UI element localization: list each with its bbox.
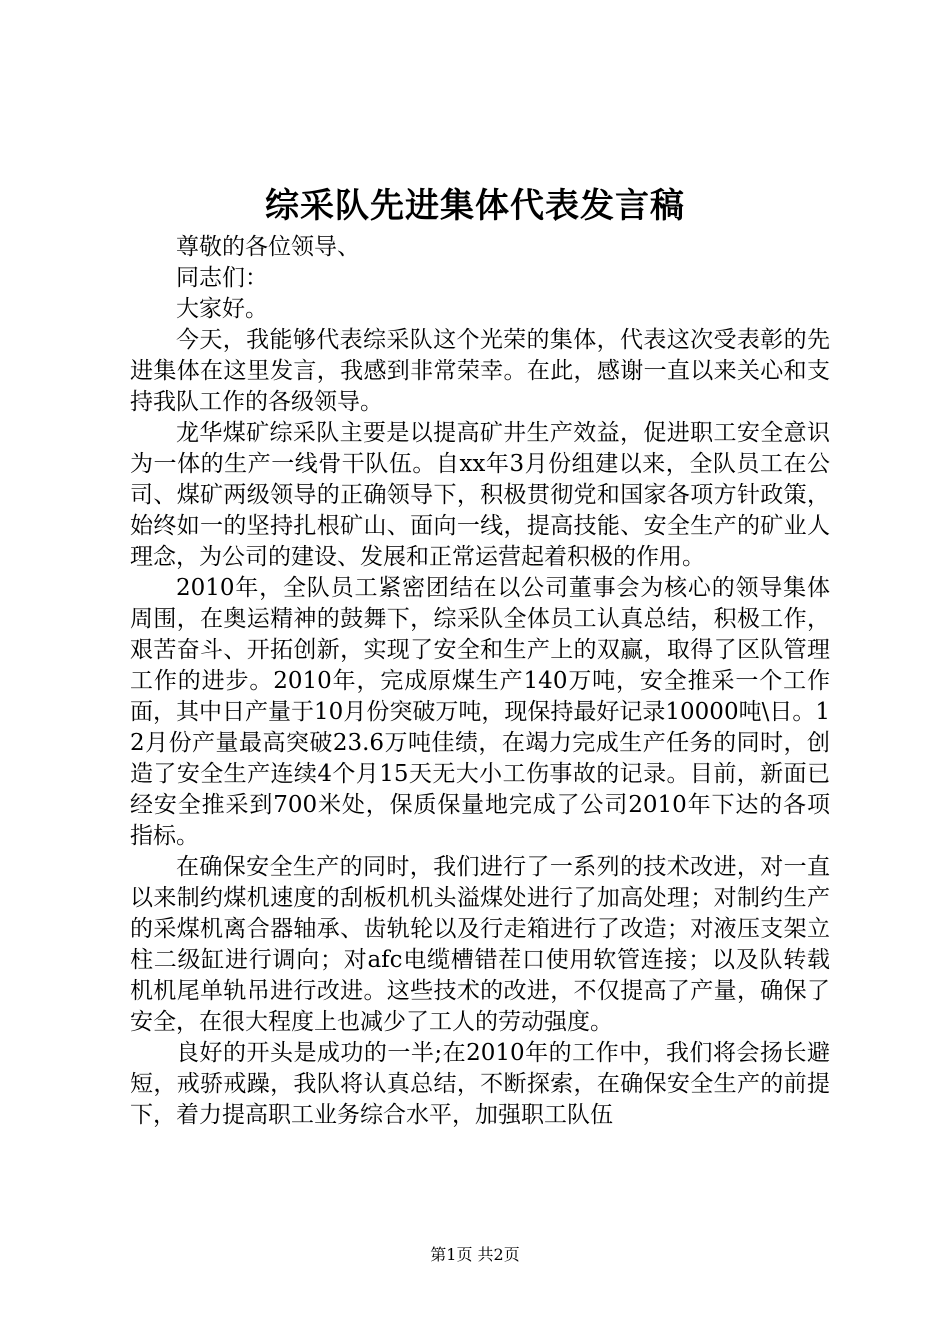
page-number-footer: 第1页 共2页 xyxy=(430,1245,520,1264)
body-paragraph: 良好的开头是成功的一半;在2010年的工作中，我们将会扬长避短，戒骄戒躁，我队将认真总结，不断探索，在确保安全生产的前提下，着力提高职工业务综合水平，加强职工队伍 xyxy=(130,1040,830,1128)
salutation-line-2: 同志们： xyxy=(176,265,268,291)
body-paragraph: 今天，我能够代表综采队这个光荣的集体，代表这次受表彰的先进集体在这里发言，我感到非常荣幸。在此，感谢一直以来关心和支持我队工作的各级领导。 xyxy=(130,327,830,415)
document-body xyxy=(130,232,830,1131)
body-paragraph: 2010年，全队员工紧密团结在以公司董事会为核心的领导集体周围，在奥运精神的鼓舞下，综采队全体员工认真总结，积极工作，艰苦奋斗、开拓创新，实现了安全和生产上的双赢，取得了区队管理工作的进步。2010年，完成原煤生产140万吨，安全推采一个工作面，其中日产量于10月份突破万吨，现保持最好记录10000吨\日。12月份产量最高突破23.6万吨佳绩，在竭力完成生产任务的同时，创造了安全生产连续4个月15天无大小工伤事故的记录。目前，新面已经安全推采到700米处，保质保量地完成了公司2010年下达的各项指标。 xyxy=(130,575,830,849)
salutation-line-1: 尊敬的各位领导、 xyxy=(176,234,360,260)
body-paragraph: 龙华煤矿综采队主要是以提高矿井生产效益，促进职工安全意识为一体的生产一线骨干队伍。自xx年3月份组建以来，全队员工在公司、煤矿两级领导的正确领导下，积极贯彻党和国家各项方针政策，始终如一的坚持扎根矿山、面向一线，提高技能、安全生产的矿业人理念，为公司的建设、发展和正常运营起着积极的作用。 xyxy=(130,420,830,570)
document-title: 综采队先进集体代表发言稿 xyxy=(265,186,685,226)
greeting-line: 大家好。 xyxy=(176,296,268,322)
body-paragraph: 在确保安全生产的同时，我们进行了一系列的技术改进，对一直以来制约煤机速度的刮板机机头溢煤处进行了加高处理；对制约生产的采煤机离合器轴承、齿轨轮以及行走箱进行了改造；对液压支架立柱二级缸进行调向；对afc电缆槽错茬口使用软管连接；以及队转载机机尾单轨吊进行改进。这些技术的改进，不仅提高了产量，确保了安全，在很大程度上也减少了工人的劳动强度。 xyxy=(130,854,830,1035)
